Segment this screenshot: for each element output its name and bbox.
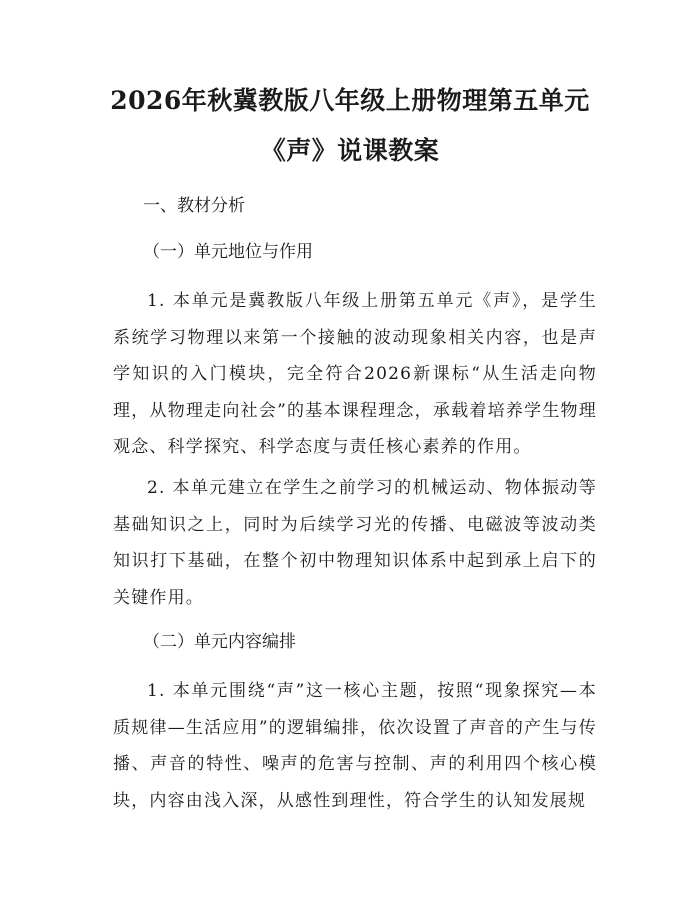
paragraph-unit-role-2: 2. 本单元建立在学生之前学习的机械运动、物体振动等基础知识之上，同时为后续学习光的传播、电磁波等波动类知识打下基础，在整个初中物理知识体系中起到承上启下的关键作用。 [113,478,597,608]
paragraph-unit-content-1: 1. 本单元围绕“声”这一核心主题，按照“现象探究—本质规律—生活应用”的逻辑编排，依次设置了声音的产生与传播、声音的特性、噪声的危害与控制、声的利用四个核心模块，内容由浅入深，从感性到理性，符合学生的认知发展规 [113,681,597,811]
subsection-heading-unit-role: （一）单元地位与作用 [143,242,313,262]
subsection-heading-unit-content: （二）单元内容编排 [143,632,296,652]
section-heading-materials-analysis: 一、教材分析 [143,196,245,216]
document-title-line-1: 2026年秋冀教版八年级上册物理第五单元 [110,86,590,115]
document-title-line-2: 《声》说课教案 [260,136,440,165]
paragraph-unit-role-1: 1. 本单元是冀教版八年级上册第五单元《声》，是学生系统学习物理以来第一个接触的波动现象相关内容，也是声学知识的入门模块，完全符合2026新课标“从生活走向物理，从物理走向社会”的基本课程理念，承载着培养学生物理观念、科学探究、科学态度与责任核心素养的作用。 [113,291,597,457]
